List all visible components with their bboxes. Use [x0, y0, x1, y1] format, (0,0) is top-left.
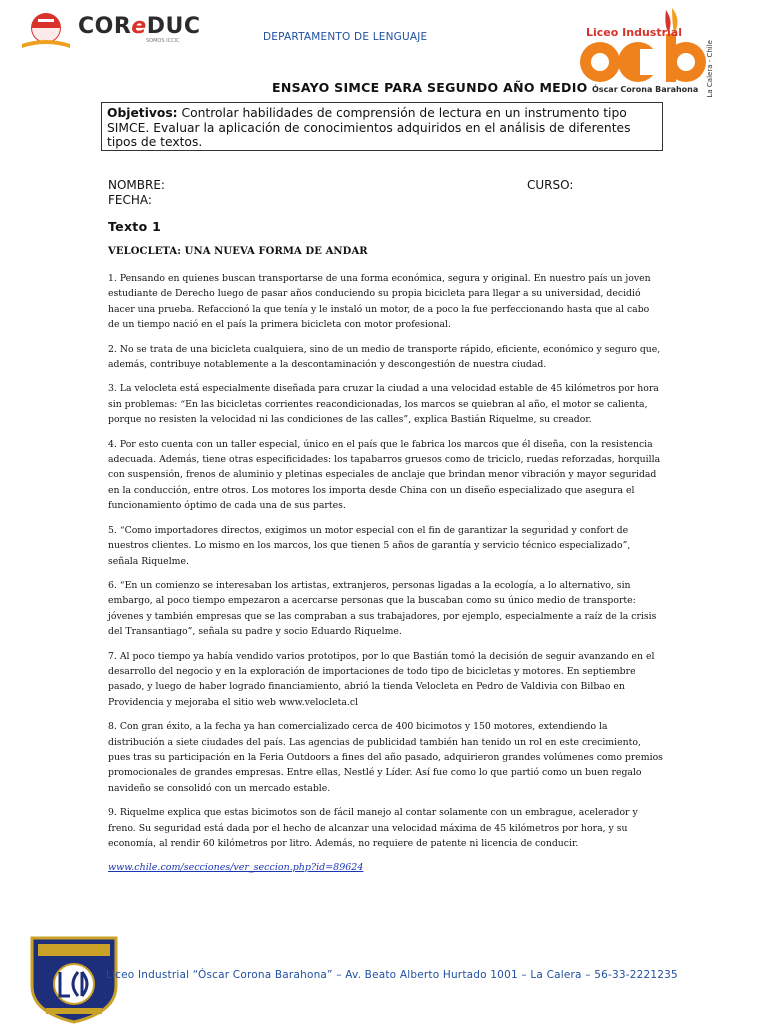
- document-title: ENSAYO SIMCE PARA SEGUNDO AÑO MEDIO: [272, 80, 588, 95]
- footer-address: Liceo Industrial “Óscar Corona Barahona” – Av. Beato Alberto Hurtado 1001 – La Calera – 56-33-2221235: [106, 969, 678, 981]
- source-link[interactable]: www.chile.com/secciones/ver_seccion.php?id=89624: [108, 862, 364, 873]
- coreduc-wordmark: COReDUC: [78, 14, 201, 39]
- paragraph-2: 2. No se trata de una bicicleta cualquiera, sino de un medio de transporte rápido, eficiente, económico y seguro que, además, contribuye notablemente a la descontaminación y descongestión de nuestra ciudad.: [108, 343, 661, 371]
- text-heading: Texto 1: [108, 219, 162, 234]
- paragraph-7: 7. Al poco tiempo ya había vendido varios prototipos, por lo que Bastián tomó la decisión de seguir avanzando en el desarrollo del negocio y en la exploración de importaciones de todo tipo de bicicletas y motores. En septiembre pasado, y luego de haber logrado financiamiento, abrió la tienda Velocleta en Pedro de Valdivia con Bilbao en Providencia y mejoraba el sitio web www.velocleta.cl: [108, 650, 655, 708]
- department-label: DEPARTAMENTO DE LENGUAJE: [263, 31, 428, 43]
- liceo-subtitle: Óscar Corona Barahona: [592, 85, 699, 94]
- fecha-label: FECHA:: [108, 193, 152, 207]
- paragraph-4: 4. Por esto cuenta con un taller especial, único en el país que le fabrica los marcos que él diseña, con la resistencia adecuada. Además, tiene otras especificidades: los tapabarros gruesos como de triciclo, ruedas reforzadas, horquilla con suspensión, frenos de aluminio y pletinas especiales de anclaje que brindan menor vibración y mayor seguridad en la conducción, entre otros. Los motores los importa desde China con un diseño especializado que asegura el funcionamiento óptimo de cada una de sus partes.: [108, 438, 661, 512]
- paragraph-5: 5. “Como importadores directos, exigimos un motor especial con el fin de garantizar la seguridad y confort de nuestros clientes. Lo mismo en los marcos, los que tienen 5 años de garantía y servicio técnico especializado”, señala Riquelme.: [108, 524, 631, 567]
- curso-label: CURSO:: [527, 178, 574, 192]
- objectives-label: Objetivos:: [107, 106, 178, 120]
- paragraph-3: 3. La velocleta está especialmente diseñada para cruzar la ciudad a una velocidad estable de 45 kilómetros por hora sin problemas: “En las bicicletas corrientes reacondicionadas, los marcos se quiebran al año, el motor se calienta, porque no resisten la velocidad ni las condiciones de las calles”, explica Bastián Riquelme, su creador.: [108, 383, 659, 426]
- article-body: [108, 271, 663, 860]
- coreduc-tagline: SOMOS ICCIC: [146, 38, 180, 44]
- paragraph-1: 1. Pensando en quienes buscan transportarse de una forma económica, segura y original. En nuestro país un joven estudiante de Derecho luego de pasar años conduciendo su propia bicicleta para llegar a su universidad, decidió hacer una prueba. Refaccionó la que tenía y le instaló un motor, de a poco la fue perfeccionando hasta que al cabo de un tiempo nació en el país la primera bicicleta con motor profesional.: [108, 273, 651, 331]
- objectives-text: Controlar habilidades de comprensión de lectura en un instrumento tipo SIMCE. Evaluar la aplicación de conocimientos adquiridos en el análisis de diferentes tipos de textos.: [107, 106, 631, 149]
- paragraph-6: 6. “En un comienzo se interesaban los artistas, extranjeros, personas ligadas a la ecología, a lo alternativo, sin embargo, al poco tiempo empezaron a acercarse personas que la buscaban como su único medio de transporte: jóvenes y también empresas que se las compraban a sus trabajadores, por ejemplo, especialmente a raíz de la crisis del Transantiago”, señala su padre y socio Eduardo Riquelme.: [108, 579, 657, 638]
- paragraph-9: 9. Riquelme explica que estas bicimotos son de fácil manejo al contar solamente con un embrague, acelerador y freno. Su seguridad está dada por el hecho de alcanzar una velocidad máxima de 45 kilómetros por hora, y su economía, al rendir 60 kilómetros por litro. Además, no requiere de patente ni licencia de conducir.: [108, 807, 638, 849]
- nombre-label: NOMBRE:: [108, 178, 165, 192]
- liceo-location: La Calera - Chile: [706, 40, 714, 98]
- paragraph-8: 8. Con gran éxito, a la fecha ya han comercializado cerca de 400 bicimotos y 150 motores, extendiendo la distribución a siete ciudades del país. Las agencias de publicidad también han tenido un rol en este crecimiento, pues tras su participación en la Feria Outdoors a fines del año pasado, adquirieron grandes volúmenes como premios promocionales de grandes empresas. Entre ellas, Nestlé y Líder. Así fue como lo que partió como un buen regalo navideño se consolidó con un mercado estable.: [108, 721, 663, 794]
- article-title: VELOCLETA: UNA NUEVA FORMA DE ANDAR: [108, 246, 368, 257]
- objectives-box: [101, 102, 663, 151]
- liceo-name: Liceo Industrial: [586, 26, 682, 39]
